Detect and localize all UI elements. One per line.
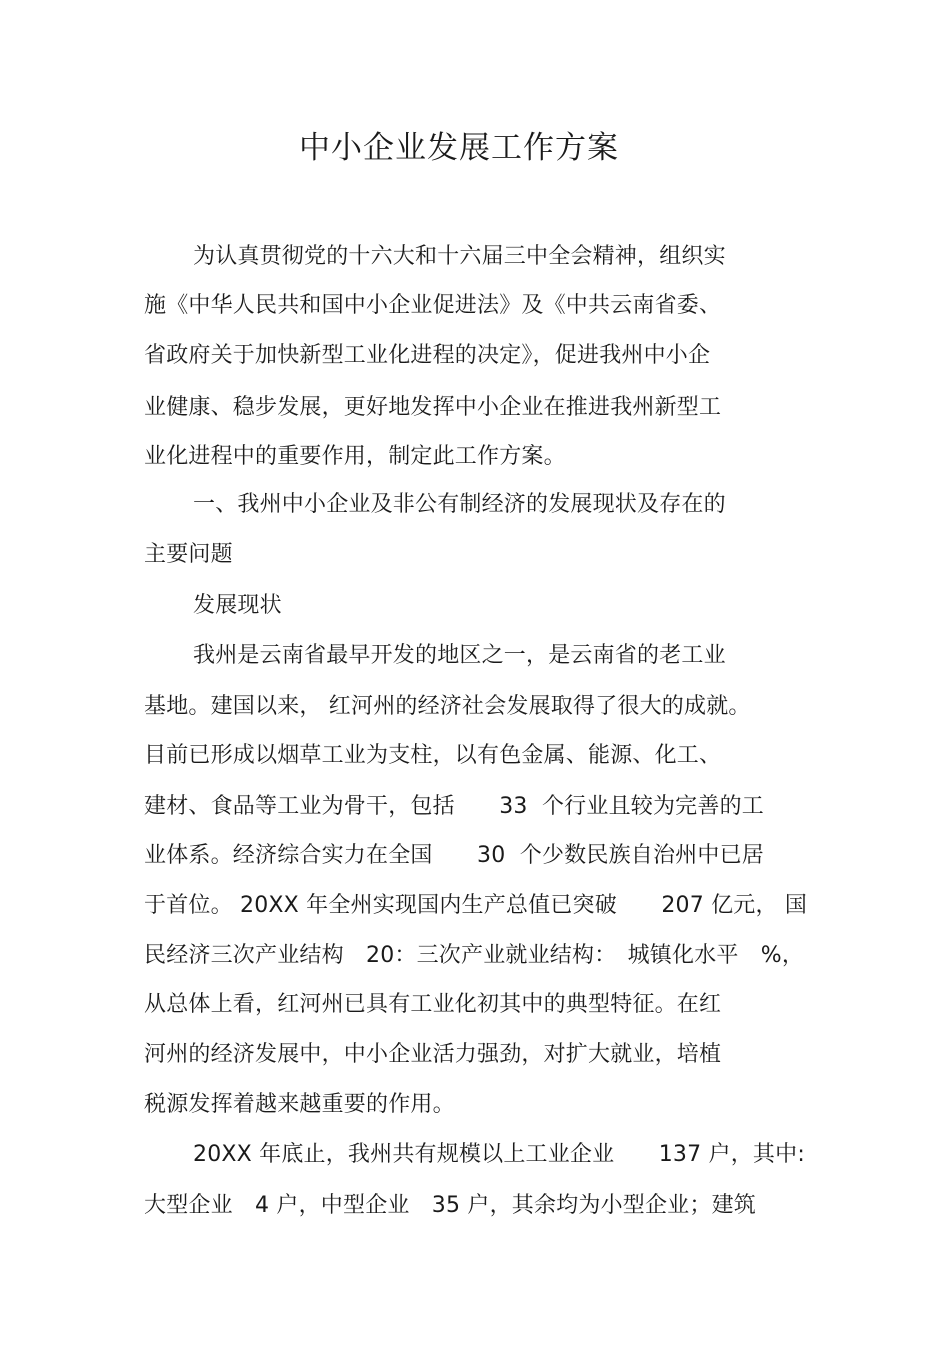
paragraph-line: 基地。建国以来， 红河州的经济社会发展取得了很大的成就。 bbox=[144, 694, 751, 719]
paragraph-line: 民经济三次产业结构 20：三次产业就业结构： 城镇化水平 %， bbox=[144, 943, 805, 968]
paragraph-line: 业化进程中的重要作用，制定此工作方案。 bbox=[144, 444, 566, 469]
paragraph-line: 我州是云南省最早开发的地区之一，是云南省的老工业 bbox=[193, 643, 726, 668]
paragraph-line: 省政府关于加快新型工业化进程的决定》，促进我州中小企 bbox=[144, 343, 711, 368]
paragraph-line: 20XX 年底止，我州共有规模以上工业企业 137 户，其中: bbox=[193, 1142, 805, 1167]
paragraph-line: 河州的经济发展中，中小企业活力强劲，对扩大就业，培植 bbox=[144, 1042, 722, 1067]
paragraph-line: 目前已形成以烟草工业为支柱，以有色金属、能源、化工、 bbox=[144, 743, 722, 768]
paragraph-line: 业体系。经济综合实力在全国 30 个少数民族自治州中已居 bbox=[144, 843, 764, 868]
paragraph-line: 为认真贯彻党的十六大和十六届三中全会精神，组织实 bbox=[193, 244, 726, 269]
paragraph-line: 业健康、稳步发展，更好地发挥中小企业在推进我州新型工 bbox=[144, 395, 722, 420]
paragraph-line: 大型企业 4 户，中型企业 35 户，其余均为小型企业；建筑 bbox=[144, 1193, 756, 1218]
paragraph-line: 于首位。 20XX 年全州实现国内生产总值已突破 207 亿元， 国 bbox=[144, 893, 808, 918]
document-title: 中小企业发展工作方案 bbox=[299, 130, 619, 166]
section-heading-line: 一、我州中小企业及非公有制经济的发展现状及存在的 bbox=[193, 492, 726, 517]
paragraph-line: 从总体上看，红河州已具有工业化初其中的典型特征。在红 bbox=[144, 992, 722, 1017]
paragraph-line: 税源发挥着越来越重要的作用。 bbox=[144, 1092, 455, 1117]
paragraph-line: 建材、食品等工业为骨干，包括 33 个行业且较为完善的工 bbox=[144, 794, 764, 819]
paragraph-line: 施《中华人民共和国中小企业促进法》及《中共云南省委、 bbox=[144, 293, 722, 318]
section-heading-line: 主要问题 bbox=[144, 542, 233, 567]
subheading: 发展现状 bbox=[193, 593, 282, 618]
